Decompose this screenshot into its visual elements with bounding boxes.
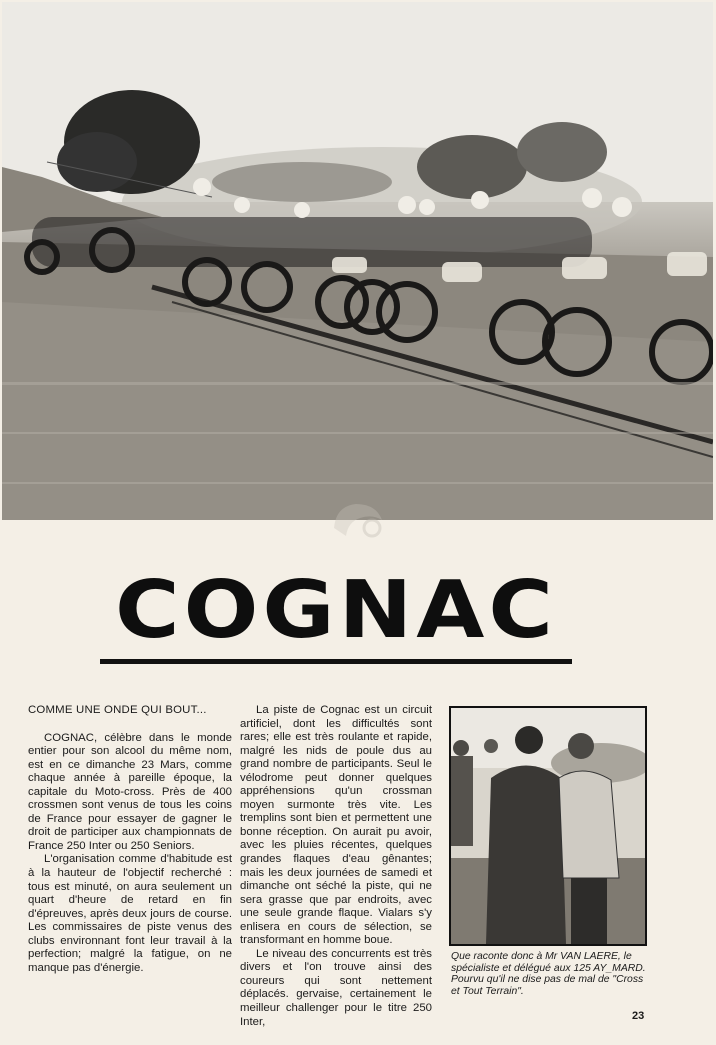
officials-illustration [451, 708, 645, 944]
paragraph: La piste de Cognac est un circuit artificiel, dont les difficultés sont rares; elle est très roulante et rapide, malgré les nids de poule dus au grand nombre de participants. Seul le vélodrome peut donner quelques appréhensions qu'un crossman moyen surmonte très vite. Les tremplins sont bien et permettent une bonne réception. On aurait pu avoir, avec les pluies récentes, quelques grandes flaques d'eau gênantes; mais les deux journées de samedi et dimanche ont séché la piste, qui ne sera grasse que par endroits, avec une seule grande flaque. Vialars s'y enlisera en cours de sélection, se transformant en homme boue. [240, 704, 432, 947]
motocross-start-photo [2, 2, 713, 520]
title-divider [100, 659, 572, 664]
page-number: 23 [632, 1010, 645, 1022]
article-column-1 [28, 704, 232, 975]
motorcycle-logo-icon [326, 498, 390, 542]
paragraph: L'organisation comme d'habitude est à la hauteur de l'objectif recherché : tous est minuté, on aura seulement un quart d'heure de retard en fin d'épreuves, après deux jours de course. Les commissaires de piste venus des clubs environnant font leur travail à la perfection; malgré la fatigue, on ne manque pas d'énergie. [28, 853, 232, 974]
motocross-start-illustration [2, 2, 713, 520]
paragraph: Le niveau des concurrents est très divers et l'on trouve ainsi des coureurs qui sont nettement déplacés. gervaise, certainement le meilleur challenger pour le titre 250 Inter, [240, 947, 432, 1028]
official-interview-photo [449, 706, 647, 946]
article-column-2 [240, 704, 432, 1029]
section-heading: COMME UNE ONDE QUI BOUT... [28, 704, 207, 716]
photo-caption: Que raconte donc à Mr VAN LAERE, le spécialiste et délégué aux 125 AY_MARD. Pourvu qu'il ne dise pas de mal de "Cross et Tout Terrain". [451, 951, 646, 997]
paragraph: COGNAC, célèbre dans le monde entier pour son alcool du même nom, est en ce dimanche 23 Mars, comme chaque année à pareille époque, la capitale du Moto-cross. Près de 400 crossmen sont venus de tous les coins de France pour essayer de gagner le droit de participer aux championnats de France 250 Inter ou 250 Seniors. [28, 731, 232, 852]
article-title: COGNAC [115, 563, 557, 656]
